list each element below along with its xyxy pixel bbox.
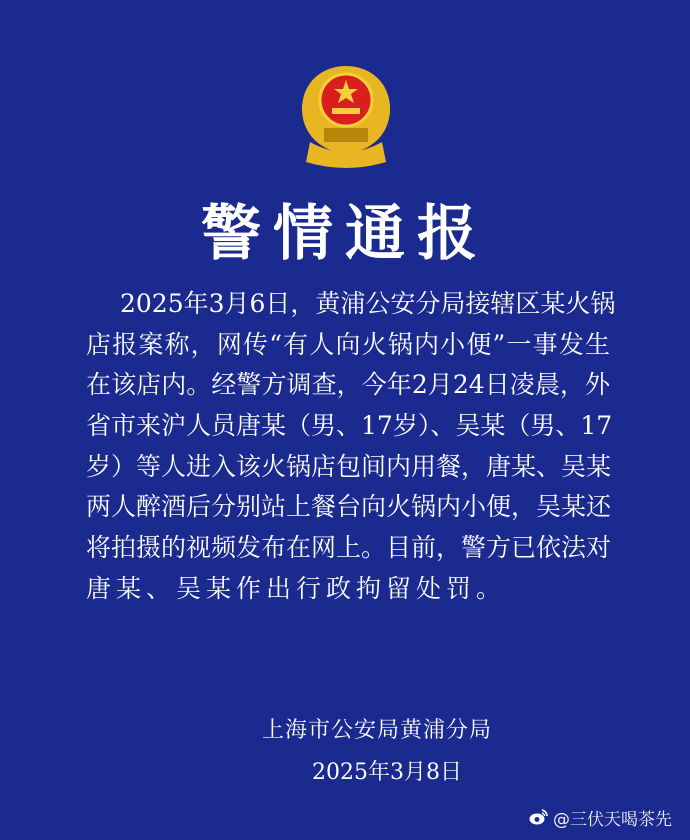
body-line: 店报案称，网传“有人向火锅内小便”一事发生: [86, 329, 610, 359]
issuer-signature: 上海市公安局黄浦分局: [262, 718, 493, 743]
body-line: 省市来沪人员唐某（男、17岁）、吴某（男、17: [86, 411, 613, 441]
weibo-icon: [529, 808, 549, 832]
body-line: 唐某、吴某作出行政拘留处罚。: [86, 573, 507, 603]
body-line: 岁）等人进入该火锅店包间内用餐，唐某、吴某: [86, 451, 612, 481]
watermark-text: @三伏天喝茶先: [553, 810, 672, 830]
page-title: 警情通报: [201, 199, 489, 269]
body-line: 两人醉酒后分别站上餐台向火锅内小便，吴某还: [86, 492, 612, 522]
watermark: [529, 808, 672, 832]
body-line: 在该店内。经警方调查，今年2月24日凌晨，外: [86, 370, 610, 400]
body-line: 将拍摄的视频发布在网上。目前，警方已依法对: [86, 533, 612, 563]
police-emblem: [296, 62, 396, 172]
notice-body: [86, 284, 616, 610]
body-line: 2025年3月6日，黄浦公安分局接辖区某火锅: [120, 289, 616, 318]
issue-date: 2025年3月8日: [312, 760, 462, 785]
